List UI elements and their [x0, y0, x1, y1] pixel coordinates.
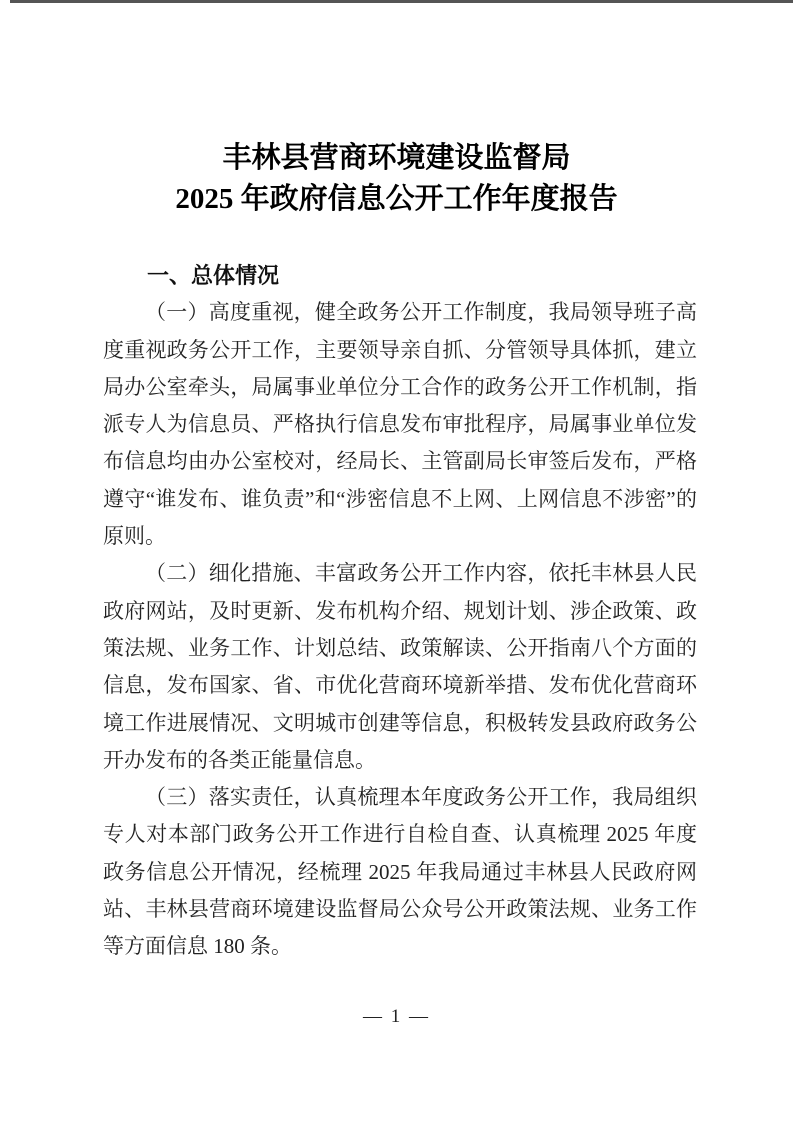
- document-title-line-1: 丰林县营商环境建设监督局: [222, 142, 571, 174]
- document-title-line-2: 2025 年政府信息公开工作年度报告: [175, 183, 618, 215]
- document-title: [0, 0, 793, 220]
- page-top-rule: [10, 0, 793, 3]
- body-paragraph: （二）细化措施、丰富政务公开工作内容，依托丰林县人民政府网站，及时更新、发布机构介绍、规划计划、涉企政策、政策法规、业务工作、计划总结、政策解读、公开指南八个方面的信息，发布国家、省、市优化营商环境新举措、发布优化营商环境工作进展情况、文明城市创建等信息，积极转发县政府政务公开办发布的各类正能量信息。: [103, 561, 697, 772]
- body-paragraph: （三）落实责任，认真梳理本年度政务公开工作，我局组织专人对本部门政务公开工作进行自检自查、认真梳理 2025 年度政务信息公开情况，经梳理 2025 年我局通过丰林县人民政府网站、丰林县营商环境建设监督局公众号公开政策法规、业务工作等方面信息 180 条。: [103, 785, 697, 959]
- section-heading: 一、总体情况: [147, 263, 280, 288]
- body-paragraph: （一）高度重视，健全政务公开工作制度，我局领导班子高度重视政务公开工作，主要领导亲自抓、分管领导具体抓，建立局办公室牵头，局属事业单位分工合作的政务公开工作机制，指派专人为信息员、严格执行信息发布审批程序，局属事业单位发布信息均由办公室校对，经局长、主管副局长审签后发布，严格遵守“谁发布、谁负责”和“涉密信息不上网、上网信息不涉密”的原则。: [103, 300, 697, 549]
- document-body: [103, 257, 697, 966]
- page-number: — 1 —: [363, 1006, 430, 1027]
